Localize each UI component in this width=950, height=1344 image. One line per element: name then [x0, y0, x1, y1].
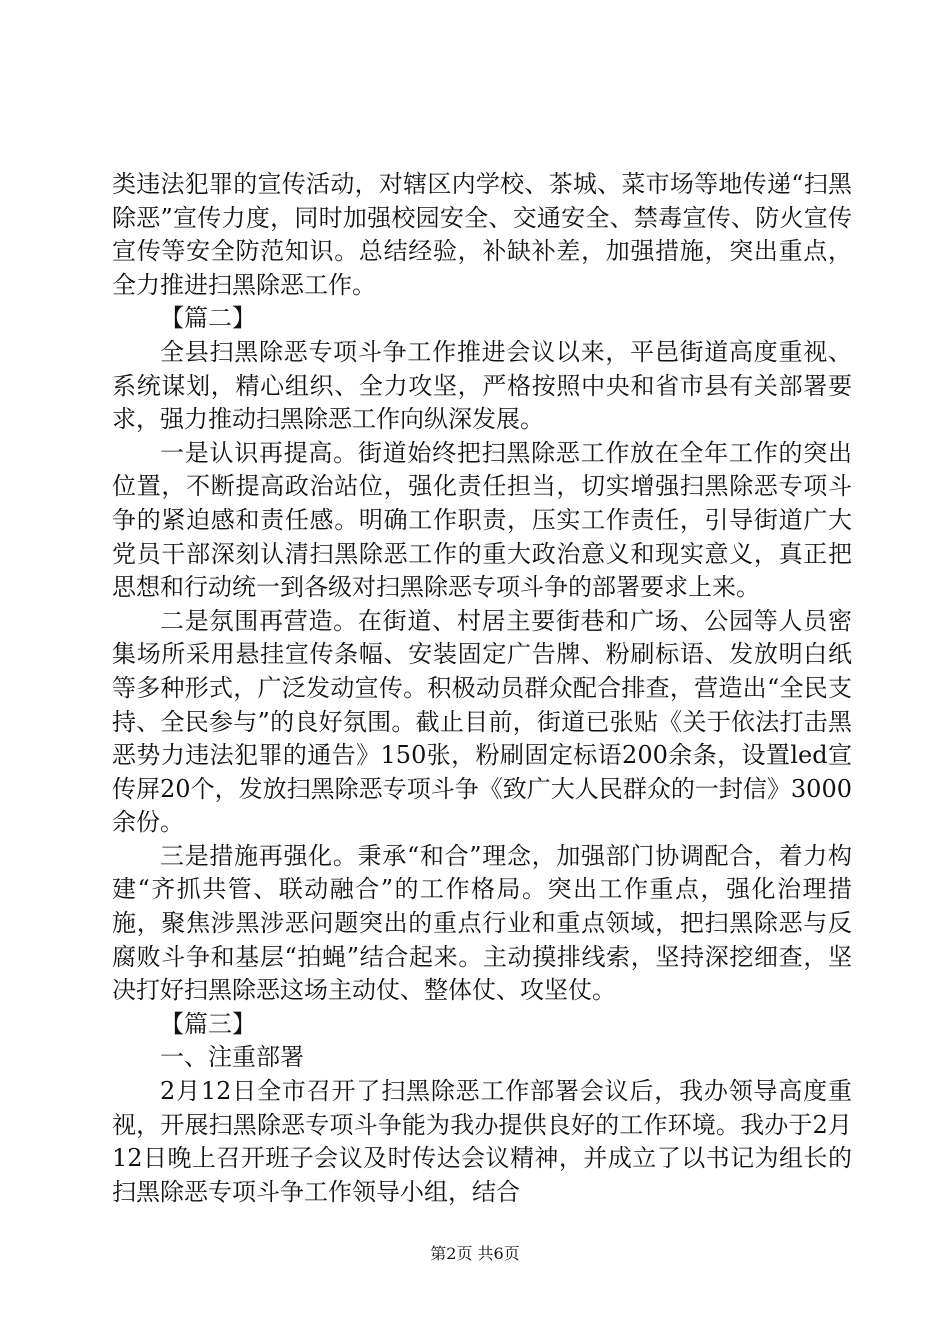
paragraph: 全县扫黑除恶专项斗争工作推进会议以来，平邑街道高度重视、系统谋划，精心组织、全力攻坚，严格按照中央和省市县有关部署要求，强力推动扫黑除恶工作向纵深发展。: [112, 337, 852, 434]
section-heading-part-two: 【篇二】: [160, 304, 256, 333]
paragraph: 三是措施再强化。秉承“和合”理念，加强部门协调配合，着力构建“齐抓共管、联动融合”的工作格局。突出工作重点，强化治理措施，聚焦涉黑涉恶问题突出的重点行业和重点领域，把扫黑除恶与反腐败斗争和基层“拍蝇”结合起来。主动摸排线索，坚持深挖细查，坚决打好扫黑除恶这场主动仗、整体仗、攻坚仗。: [112, 841, 852, 1005]
page-footer: 第2页 共6页: [430, 1244, 520, 1263]
paragraph: 二是氛围再营造。在街道、村居主要街巷和广场、公园等人员密集场所采用悬挂宣传条幅、安装固定广告牌、粉刷标语、发放明白纸等多种形式，广泛发动宣传。积极动员群众配合排查，营造出“全民支持、全民参与”的良好氛围。截止目前，街道已张贴《关于依法打击黑恶势力违法犯罪的通告》150张，粉刷固定标语200余条，设置led宣传屏20个，发放扫黑除恶专项斗争《致广大人民群众的一封信》3000余份。: [112, 606, 852, 837]
paragraph-continued: 类违法犯罪的宣传活动，对辖区内学校、茶城、菜市场等地传递“扫黑除恶”宣传力度，同时加强校园安全、交通安全、禁毒宣传、防火宣传宣传等安全防范知识。总结经验，补缺补差，加强措施，突出重点，全力推进扫黑除恶工作。: [112, 170, 852, 299]
section-heading-part-three: 【篇三】: [160, 1009, 256, 1038]
paragraph: 2月12日全市召开了扫黑除恶工作部署会议后，我办领导高度重视，开展扫黑除恶专项斗争能为我办提供良好的工作环境。我办于2月12日晚上召开班子会议及时传达会议精神，并成立了以书记为组长的扫黑除恶专项斗争工作领导小组，结合: [112, 1077, 852, 1206]
paragraph: 一是认识再提高。街道始终把扫黑除恶工作放在全年工作的突出位置，不断提高政治站位，强化责任担当，切实增强扫黑除恶专项斗争的紧迫感和责任感。明确工作职责，压实工作责任，引导街道广大党员干部深刻认清扫黑除恶工作的重大政治意义和现实意义，真正把思想和行动统一到各级对扫黑除恶专项斗争的部署要求上来。: [112, 438, 852, 602]
subheading: 一、注重部署: [160, 1043, 304, 1072]
document-body: [112, 168, 852, 1209]
